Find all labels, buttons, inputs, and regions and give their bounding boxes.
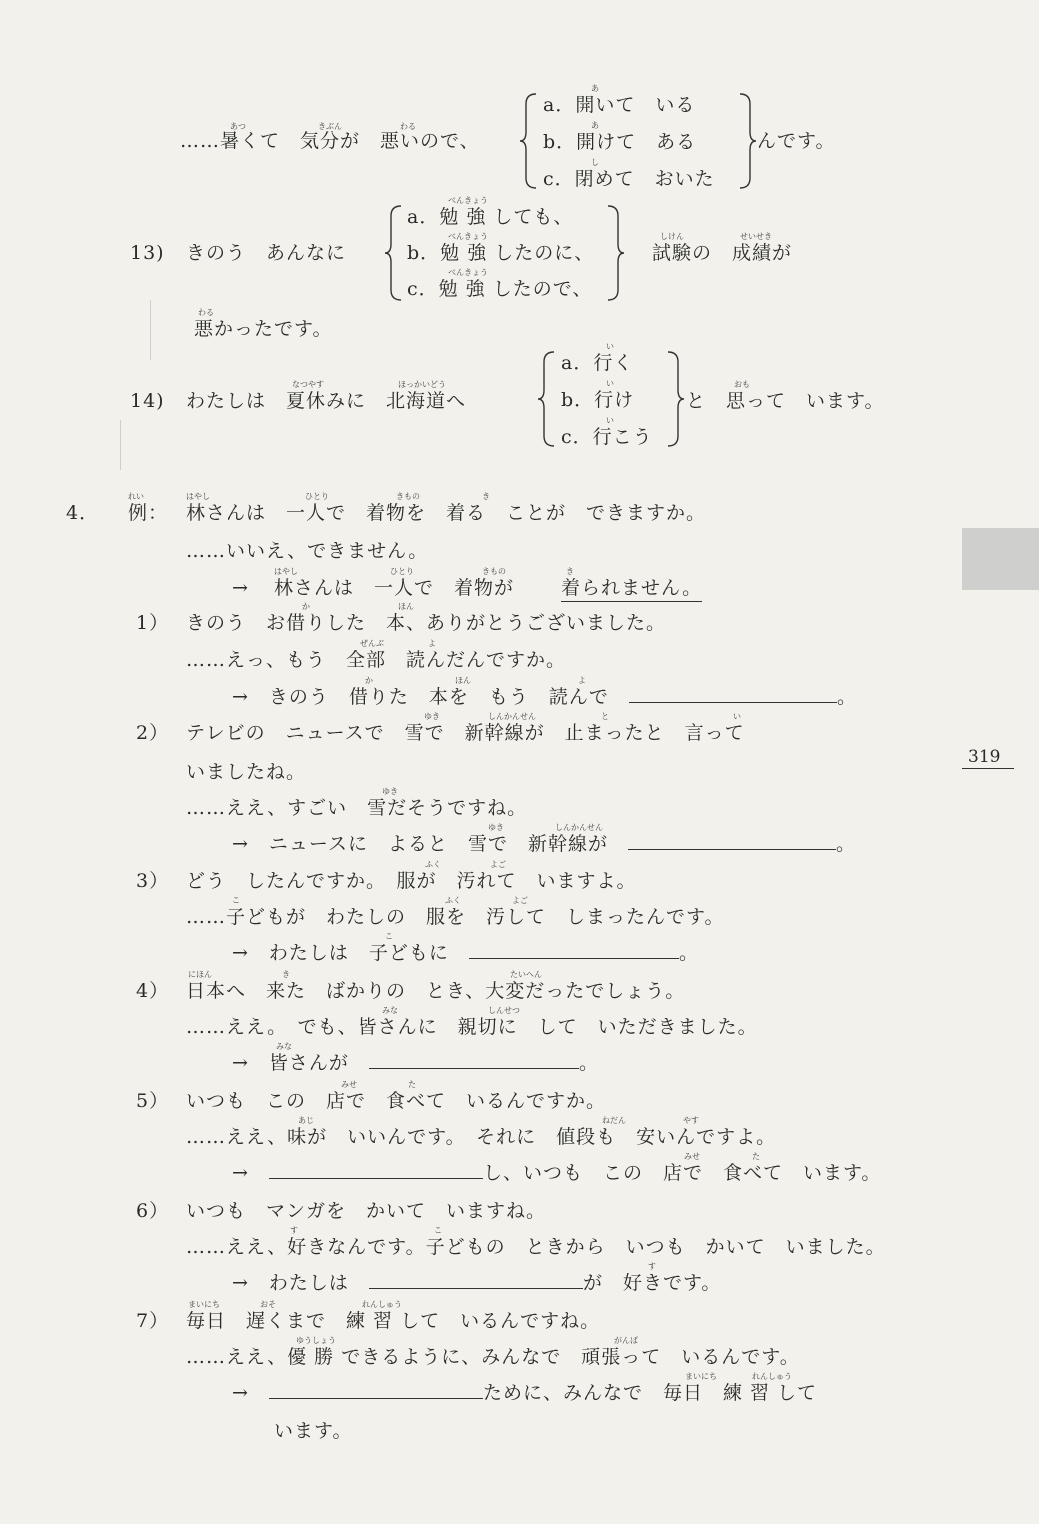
item-question: いつも マンガを かいて いますね。 [186,1200,547,1222]
ruby: か [365,676,373,685]
example-question: 林さんは 一人で 着物を 着る ことが できますか。 [186,502,707,524]
q13-continuation: 悪かったです。 [194,318,333,340]
item-rewrite-cont: います。 [274,1420,353,1442]
q12-option-b: b．開けて ある [543,131,697,153]
page-number-rule [962,768,1014,769]
arrow-icon: → [232,1382,249,1404]
answer-blank[interactable] [369,1270,583,1289]
q13-tail: 試験の 成績が [652,242,793,264]
example-answer-underlined: 着られません。 [561,575,702,602]
rewrite-text: → 皆さんが [232,1052,349,1074]
ruby: なつやす [292,380,324,389]
item-rewrite [232,1160,881,1186]
ruby: きもの [396,492,420,501]
ruby: い [606,416,614,425]
answer-blank[interactable] [269,1380,483,1399]
answer-blank[interactable] [628,831,836,850]
ruby: きぶん [318,122,342,131]
ruby: こ [434,1226,442,1235]
q13-option-b: b．勉 強 したのに、 [407,242,595,264]
item-rewrite [232,940,699,966]
ruby: ひとり [305,492,329,501]
rewrite-text: が 好きです。 [582,1272,722,1294]
q14-number: 14) [130,390,165,412]
ruby: れんしゅう [752,1372,792,1381]
ruby: よ [578,676,586,685]
ruby: おそ [260,1300,276,1309]
answer-blank[interactable] [269,1160,483,1179]
ruby: た [408,1080,416,1089]
ruby: やす [683,1116,699,1125]
item-number: 4） [136,980,170,1002]
ruby: ゆうしょう [296,1336,336,1345]
ruby: しんかんせん [488,712,536,721]
ruby: れい [128,492,144,501]
ruby: あ [591,121,599,130]
item-answer: ……ええ、好きなんです。子どもの ときから いつも かいて いました。 [186,1236,886,1258]
period: 。 [678,942,699,964]
ruby: わる [198,308,214,317]
ruby: ゆき [424,712,440,721]
item-number: 6） [136,1200,170,1222]
left-brace-icon [383,204,405,302]
ruby: あじ [298,1116,314,1125]
section-number: 4． [66,502,100,524]
q14-option-b: b．行け [561,389,635,411]
q12-option-a: a．開いて いる [543,94,696,116]
answer-blank[interactable] [629,684,837,703]
example-result: 林さんは 一人で 着物が [274,577,515,599]
item-question: どう したんですか。 服が 汚れて いますよ。 [186,870,637,892]
ruby: しんせつ [488,1006,520,1015]
item-question-cont: いましたね。 [186,761,307,783]
ruby: べんきょう [448,196,488,205]
q14-option-c: c．行こう [561,426,653,448]
item-question: 日本へ 来た ばかりの とき、大変だったでしょう。 [186,980,686,1002]
ruby: たいへん [510,970,542,979]
q13-option-a: a．勉 強 しても、 [407,206,574,228]
rewrite-text: → ニュースに よると 雪で 新幹線が [232,833,608,855]
ruby: れんしゅう [362,1300,402,1309]
item-number: 2） [136,722,170,744]
ruby: ねだん [602,1116,626,1125]
period: 。 [578,1052,599,1074]
ruby: みせ [684,1152,700,1161]
ruby: す [290,1226,298,1235]
arrow-icon: → [232,1162,249,1184]
example-answer: ……いいえ、できません。 [186,540,429,562]
ruby: きもの [482,567,506,576]
ruby: い [606,342,614,351]
item-number: 5） [136,1090,170,1112]
q14-option-a: a．行く [561,352,634,374]
ruby: ゆき [382,787,398,796]
ruby: せいせき [740,232,772,241]
ruby: まいにち [685,1372,717,1381]
q12-tail: んです。 [757,130,836,152]
ruby: みな [382,1006,398,1015]
left-brace-icon [536,350,558,448]
ruby: し [591,158,599,167]
ruby: き [566,567,574,576]
q13-lead: きのう あんなに [186,242,347,264]
ruby: こ [385,932,393,941]
answer-blank[interactable] [469,940,679,959]
rewrite-text: → わたしは [232,1272,349,1294]
ruby: べんきょう [448,268,488,277]
margin-mark [120,420,121,470]
q14-lead: わたしは 夏休みに 北海道へ [186,390,467,412]
item-answer: ……ええ、すごい 雪だそうですね。 [186,797,528,819]
answer-blank[interactable] [369,1050,579,1069]
rewrite-text: → わたしは 子どもに [232,942,449,964]
ruby: がんば [614,1336,638,1345]
ruby: にほん [188,970,212,979]
ruby: しんかんせん [555,823,603,832]
ruby: おも [734,380,750,389]
item-question: いつも この 店で 食べて いるんですか。 [186,1090,607,1112]
ruby: と [601,712,609,721]
ruby: た [752,1152,760,1161]
left-brace-icon [518,92,540,190]
q13-option-c: c．勉 強 したので、 [407,278,593,300]
item-rewrite [232,1050,599,1076]
ruby: き [482,492,490,501]
item-number: 3） [136,870,170,892]
ruby: べんきょう [448,232,488,241]
ruby: い [606,379,614,388]
ruby: い [733,712,741,721]
right-brace-icon [736,92,758,190]
ruby: か [302,602,310,611]
rewrite-text: ために、みんなで 毎日 練 習 して [482,1382,818,1404]
ruby: ひとり [390,567,414,576]
item-question: テレビの ニュースで 雪で 新幹線が 止まったと 言って [186,722,745,744]
ruby: き [282,970,290,979]
item-rewrite [232,1270,721,1296]
ruby: ふく [425,860,441,869]
chapter-tab [962,528,1039,590]
q12-line: ……暑くて 気分が 悪いので、 [180,130,480,152]
item-question: きのう お借りした 本、ありがとうございました。 [186,612,667,634]
item-rewrite [232,684,857,710]
ruby: ぜんぶ [360,639,384,648]
item-question: 毎日 遅くまで 練 習 して いるんですね。 [186,1310,601,1332]
period: 。 [836,686,857,708]
item-answer: ……ええ、優 勝 できるように、みんなで 頑張って いるんです。 [186,1346,800,1368]
margin-mark [150,300,151,360]
period: 。 [836,833,857,855]
ruby: みな [276,1042,292,1051]
ruby: よご [490,860,506,869]
example-label: 例： [128,502,169,524]
q12-option-c: c．閉めて おいた [543,168,715,190]
ruby: しけん [660,232,684,241]
ruby: ほっかいどう [398,380,446,389]
ruby: みせ [341,1080,357,1089]
item-answer: ……えっ、もう 全部 読んだんですか。 [186,649,567,671]
ruby: ほん [455,676,471,685]
ruby: よ [428,639,436,648]
ruby: あ [591,84,599,93]
right-brace-icon [604,204,626,302]
item-rewrite [232,831,856,857]
item-rewrite [232,1380,817,1406]
item-number: 1） [136,612,170,634]
item-answer: ……ええ、味が いいんです。 それに 値段も 安いんですよ。 [186,1126,777,1148]
ruby: こ [232,896,240,905]
item-answer: ……ええ。 でも、皆さんに 親切に して いただきました。 [186,1016,758,1038]
ruby: ほん [398,602,414,611]
ruby: よご [512,896,528,905]
ruby: ゆき [488,823,504,832]
right-brace-icon [664,350,686,448]
ruby: あつ [230,122,246,131]
ruby: はやし [186,492,210,501]
ruby: まいにち [188,1300,220,1309]
ruby: す [648,1262,656,1271]
rewrite-text: → きのう 借りた 本を もう 読んで [232,686,609,708]
ruby: わる [400,122,416,131]
q13-number: 13) [130,242,165,264]
q14-tail: と 思って います。 [686,390,885,412]
arrow-icon: → [232,577,249,599]
item-answer: ……子どもが わたしの 服を 汚して しまったんです。 [186,906,725,928]
rewrite-text: し、いつも この 店で 食べて います。 [482,1162,882,1184]
ruby: ふく [445,896,461,905]
ruby: はやし [274,567,298,576]
item-number: 7） [136,1310,170,1332]
page-number: 319 [968,747,1001,767]
